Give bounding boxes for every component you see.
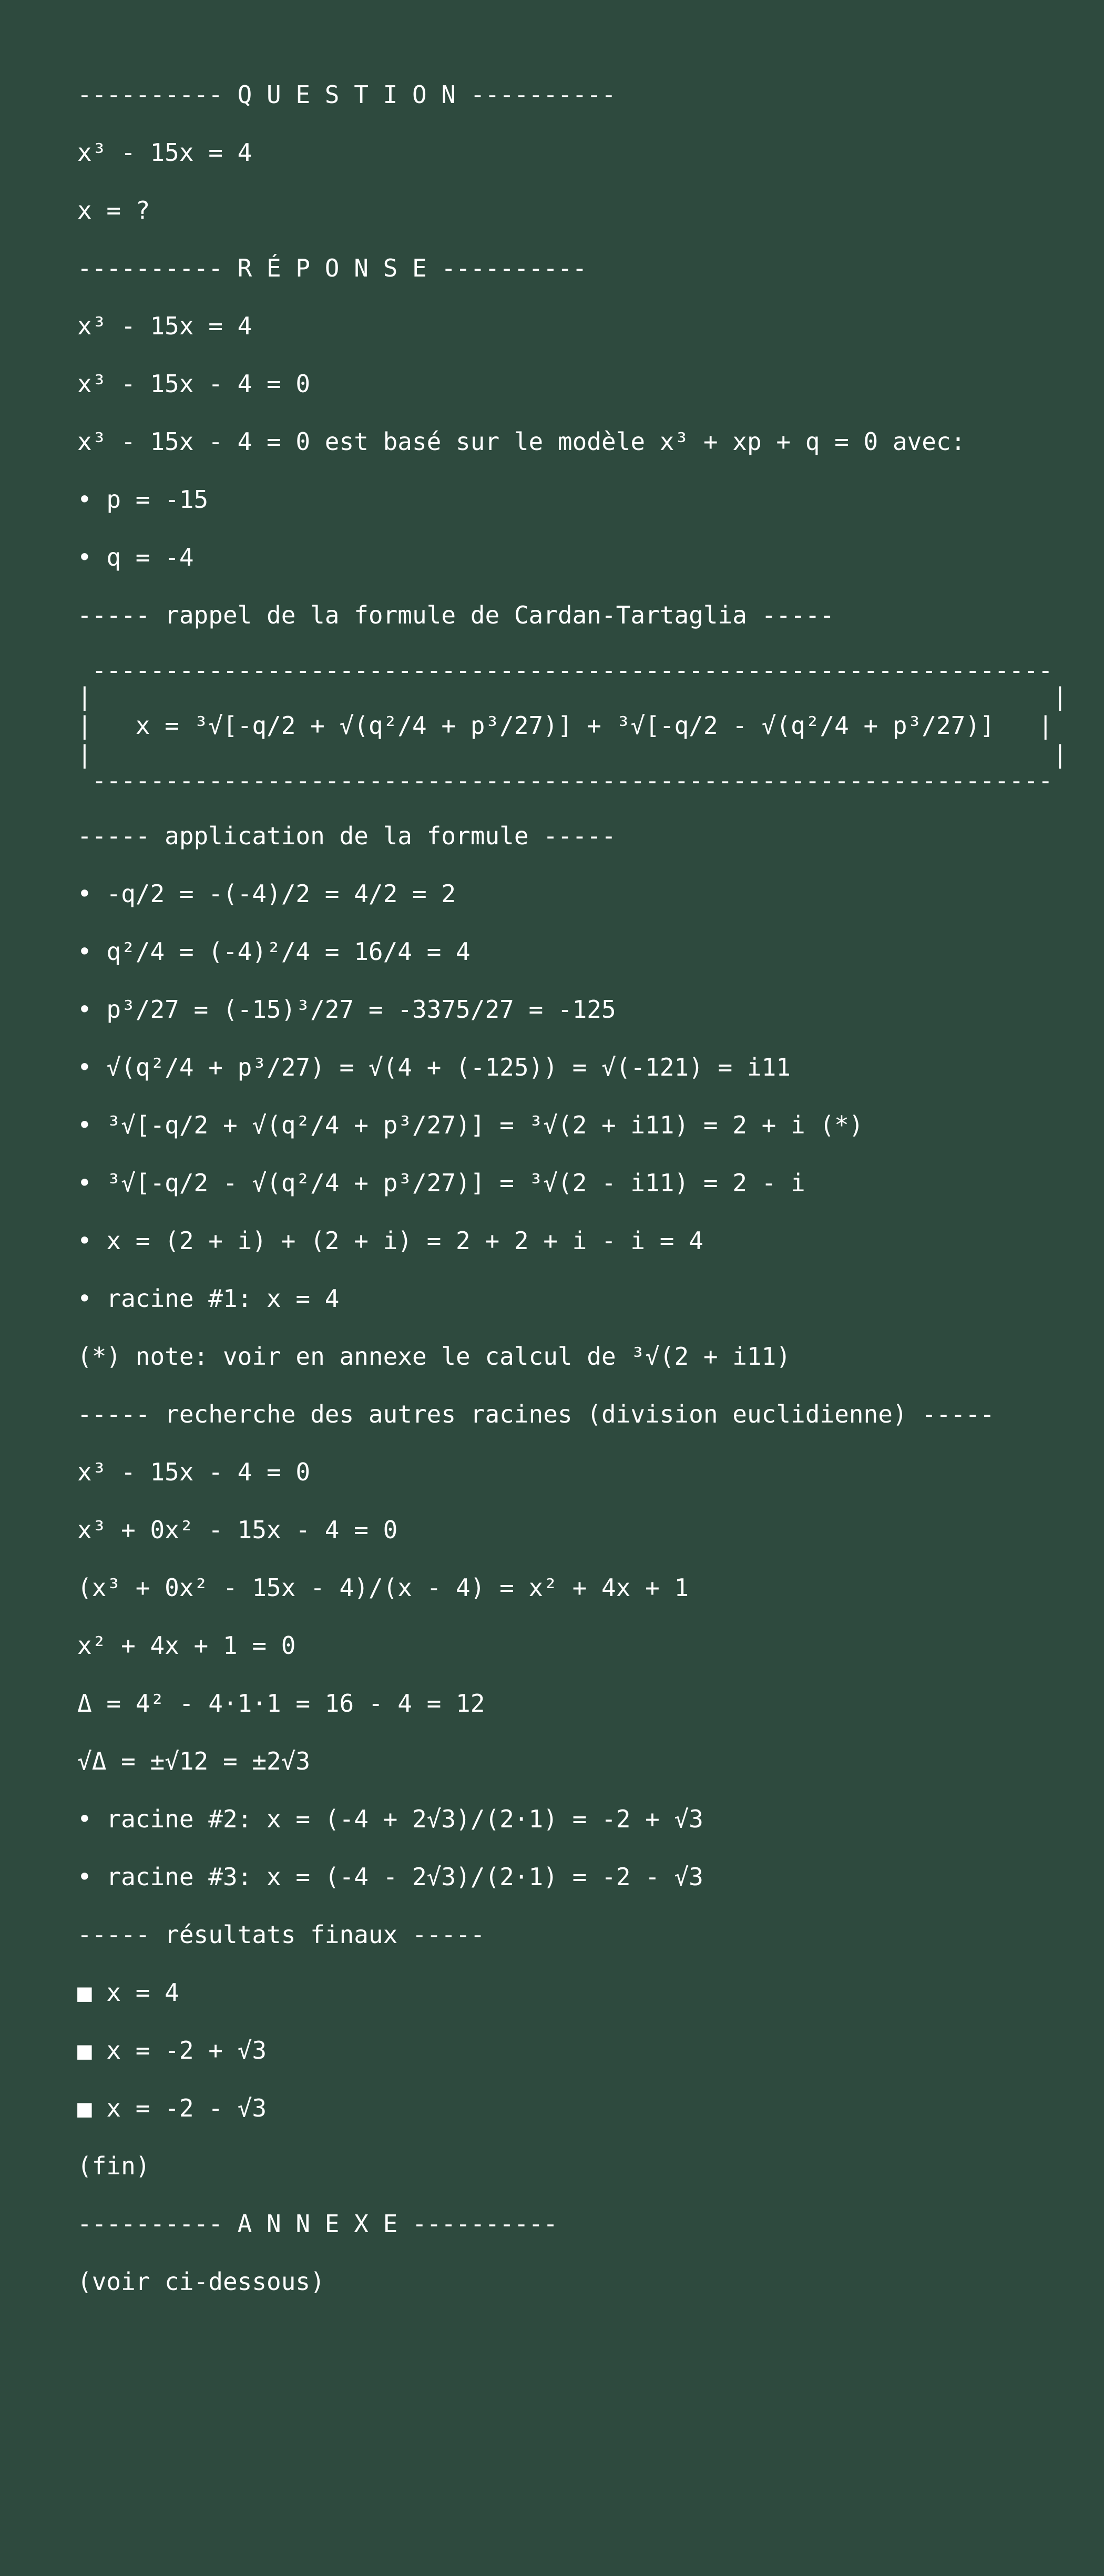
application-step: • racine #1: x = 4 bbox=[77, 1284, 340, 1313]
application-step: • q²/4 = (-4)²/4 = 16/4 = 4 bbox=[77, 937, 471, 966]
end-marker: (fin) bbox=[77, 2152, 150, 2180]
results-title: ----- résultats finaux ----- bbox=[77, 1920, 485, 1949]
annex-note: (voir ci-dessous) bbox=[77, 2267, 325, 2296]
math-document bbox=[77, 79, 1076, 2324]
box-border-bottom: ------------------------------------------------------------------ bbox=[77, 766, 1053, 795]
annex-header: ---------- A N N E X E ---------- bbox=[77, 2210, 558, 2238]
question-ask: x = ? bbox=[77, 196, 150, 224]
cardan-formula-box bbox=[77, 657, 1076, 794]
cardan-title: ----- rappel de la formule de Cardan-Tartaglia ----- bbox=[77, 601, 835, 629]
search-step: x² + 4x + 1 = 0 bbox=[77, 1631, 296, 1660]
search-step: x³ - 15x - 4 = 0 bbox=[77, 1458, 311, 1486]
search-step: • racine #2: x = (-4 + 2√3)/(2·1) = -2 + √3 bbox=[77, 1805, 703, 1833]
param-item: • p = -15 bbox=[77, 485, 209, 514]
setup-line: x³ - 15x = 4 bbox=[77, 312, 252, 340]
box-border-side: | | bbox=[77, 682, 1068, 711]
result-item: ■ x = -2 - √3 bbox=[77, 2094, 267, 2122]
cardan-formula: | x = ³√[-q/2 + √(q²/4 + p³/27)] + ³√[-q/2 - √(q²/4 + p³/27)] | bbox=[77, 711, 1053, 740]
application-step: • -q/2 = -(-4)/2 = 4/2 = 2 bbox=[77, 880, 456, 908]
application-step: • ³√[-q/2 - √(q²/4 + p³/27)] = ³√(2 - i11) = 2 - i bbox=[77, 1169, 805, 1197]
search-step: (x³ + 0x² - 15x - 4)/(x - 4) = x² + 4x + 1 bbox=[77, 1573, 689, 1602]
box-border-side: | | bbox=[77, 740, 1068, 769]
box-border-top: ------------------------------------------------------------------ bbox=[77, 656, 1053, 684]
note: (*) note: voir en annexe le calcul de ³√(2 + i11) bbox=[77, 1342, 791, 1371]
result-item: ■ x = 4 bbox=[77, 1978, 179, 2007]
application-step: • ³√[-q/2 + √(q²/4 + p³/27)] = ³√(2 + i11) = 2 + i (*) bbox=[77, 1111, 864, 1139]
search-step: • racine #3: x = (-4 - 2√3)/(2·1) = -2 - √3 bbox=[77, 1863, 703, 1891]
application-step: • x = (2 + i) + (2 + i) = 2 + 2 + i - i = 4 bbox=[77, 1226, 703, 1255]
result-item: ■ x = -2 + √3 bbox=[77, 2036, 267, 2064]
question-header: ---------- Q U E S T I O N ---------- bbox=[77, 80, 616, 109]
question-equation: x³ - 15x = 4 bbox=[77, 138, 252, 167]
setup-line: x³ - 15x - 4 = 0 bbox=[77, 370, 311, 398]
application-title: ----- application de la formule ----- bbox=[77, 822, 616, 850]
search-step: Δ = 4² - 4·1·1 = 16 - 4 = 12 bbox=[77, 1689, 485, 1718]
application-step: • √(q²/4 + p³/27) = √(4 + (-125)) = √(-121) = i11 bbox=[77, 1053, 791, 1081]
search-title: ----- recherche des autres racines (division euclidienne) ----- bbox=[77, 1400, 995, 1428]
search-step: √Δ = ±√12 = ±2√3 bbox=[77, 1747, 311, 1775]
search-step: x³ + 0x² - 15x - 4 = 0 bbox=[77, 1516, 398, 1544]
param-item: • q = -4 bbox=[77, 543, 194, 571]
application-step: • p³/27 = (-15)³/27 = -3375/27 = -125 bbox=[77, 995, 616, 1024]
setup-line: x³ - 15x - 4 = 0 est basé sur le modèle x³ + xp + q = 0 avec: bbox=[77, 427, 966, 456]
answer-header: ---------- R É P O N S E ---------- bbox=[77, 254, 587, 282]
